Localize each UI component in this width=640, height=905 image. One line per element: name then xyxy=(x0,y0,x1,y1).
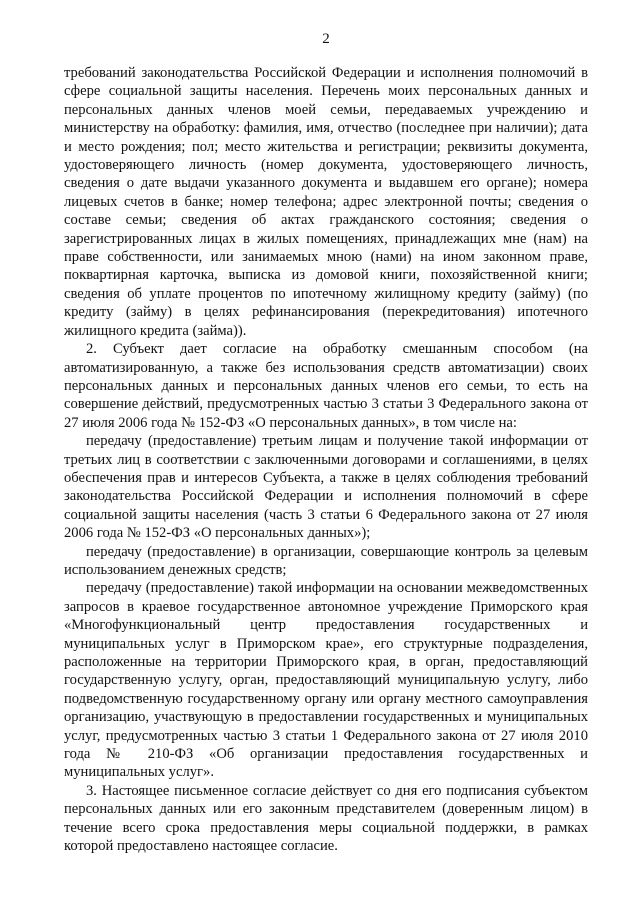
paragraph-consent-validity: 3. Настоящее письменное согласие действует со дня его подписания субъектом персональных данных или его законным представителем (доверенным лицом) в течение всего срока предоставления меры социальной поддержки, в рамках которой предоставлено настоящее согласие. xyxy=(64,782,588,855)
paragraph-transfer-control-organizations: передачу (предоставление) в организации, совершающие контроль за целевым использованием денежных средств; xyxy=(64,543,588,578)
page-number: 2 xyxy=(322,31,330,47)
paragraph-consent-processing: 2. Субъект дает согласие на обработку смешанным способом (на автоматизированную, а также без использования средств автоматизации) своих персональных данных и персональных данных членов его семьи, то есть на совершение действий, предусмотренных частью 3 статьи 3 Федерального закона от 27 июля 2006 года № 152-ФЗ «О персональных данных», в том числе на: xyxy=(64,341,588,431)
paragraph-transfer-third-parties: передачу (предоставление) третьим лицам и получение такой информации от третьих лиц в соответствии с заключенными договорами и соглашениями, в целях обеспечения прав и интересов Субъекта, а также в целях соблюдения требований законодательства Российской Федерации и исполнения полномочий в сфере социальной защиты населения (часть 3 статьи 6 Федерального закона от 27 июля 2006 года № 152-ФЗ «О персональных данных»); xyxy=(64,433,588,542)
paragraph-transfer-interagency: передачу (предоставление) такой информации на основании межведомственных запросов в краевое государственное автономное учреждение Приморского края «Многофункциональный центр предоставления государственных и муниципальных услуг в Приморском крае», его структурные подразделения, расположенные на территории Приморского края, в орган, предоставляющий государственную услугу, орган, предоставляющий муниципальную услугу, либо подведомственную государственному органу или органу местного самоуправления организацию, участвующую в предоставлении государственных и муниципальных услуг, предусмотренных частью 3 статьи 1 Федерального закона от 27 июля 2010 года № 210-ФЗ «Об организации предоставления государственных и муниципальных услуг». xyxy=(64,580,588,781)
paragraph-personal-data-list: требований законодательства Российской Федерации и исполнения полномочий в сфере социальной защиты населения. Перечень моих персональных данных и персональных данных членов моей семьи, передаваемых учреждению и министерству на обработку: фамилия, имя, отчество (последнее при наличии); дата и место рождения; пол; место жительства и регистрации; реквизиты документа, удостоверяющего личность (номер документа, удостоверяющего личность, сведения о дате выдачи указанного документа и выдавшем его органе); номера лицевых счетов в банке; номер телефона; адрес электронной почты; сведения о составе семьи; сведения об актах гражданского состояния; сведения о зарегистрированных лицах в жилых помещениях, принадлежащих мне (нам) на праве собственности, или занимаемых мною (нами) на ином законном праве, поквартирная карточка, выписка из домовой книги, похозяйственной книги; сведения об уплате процентов по ипотечному жилищному кредиту (займу) (по кредиту (займу) в целях рефинансирования (перекредитования) ипотечного жилищного кредита (займа)). xyxy=(64,65,588,339)
document-body xyxy=(64,64,588,855)
